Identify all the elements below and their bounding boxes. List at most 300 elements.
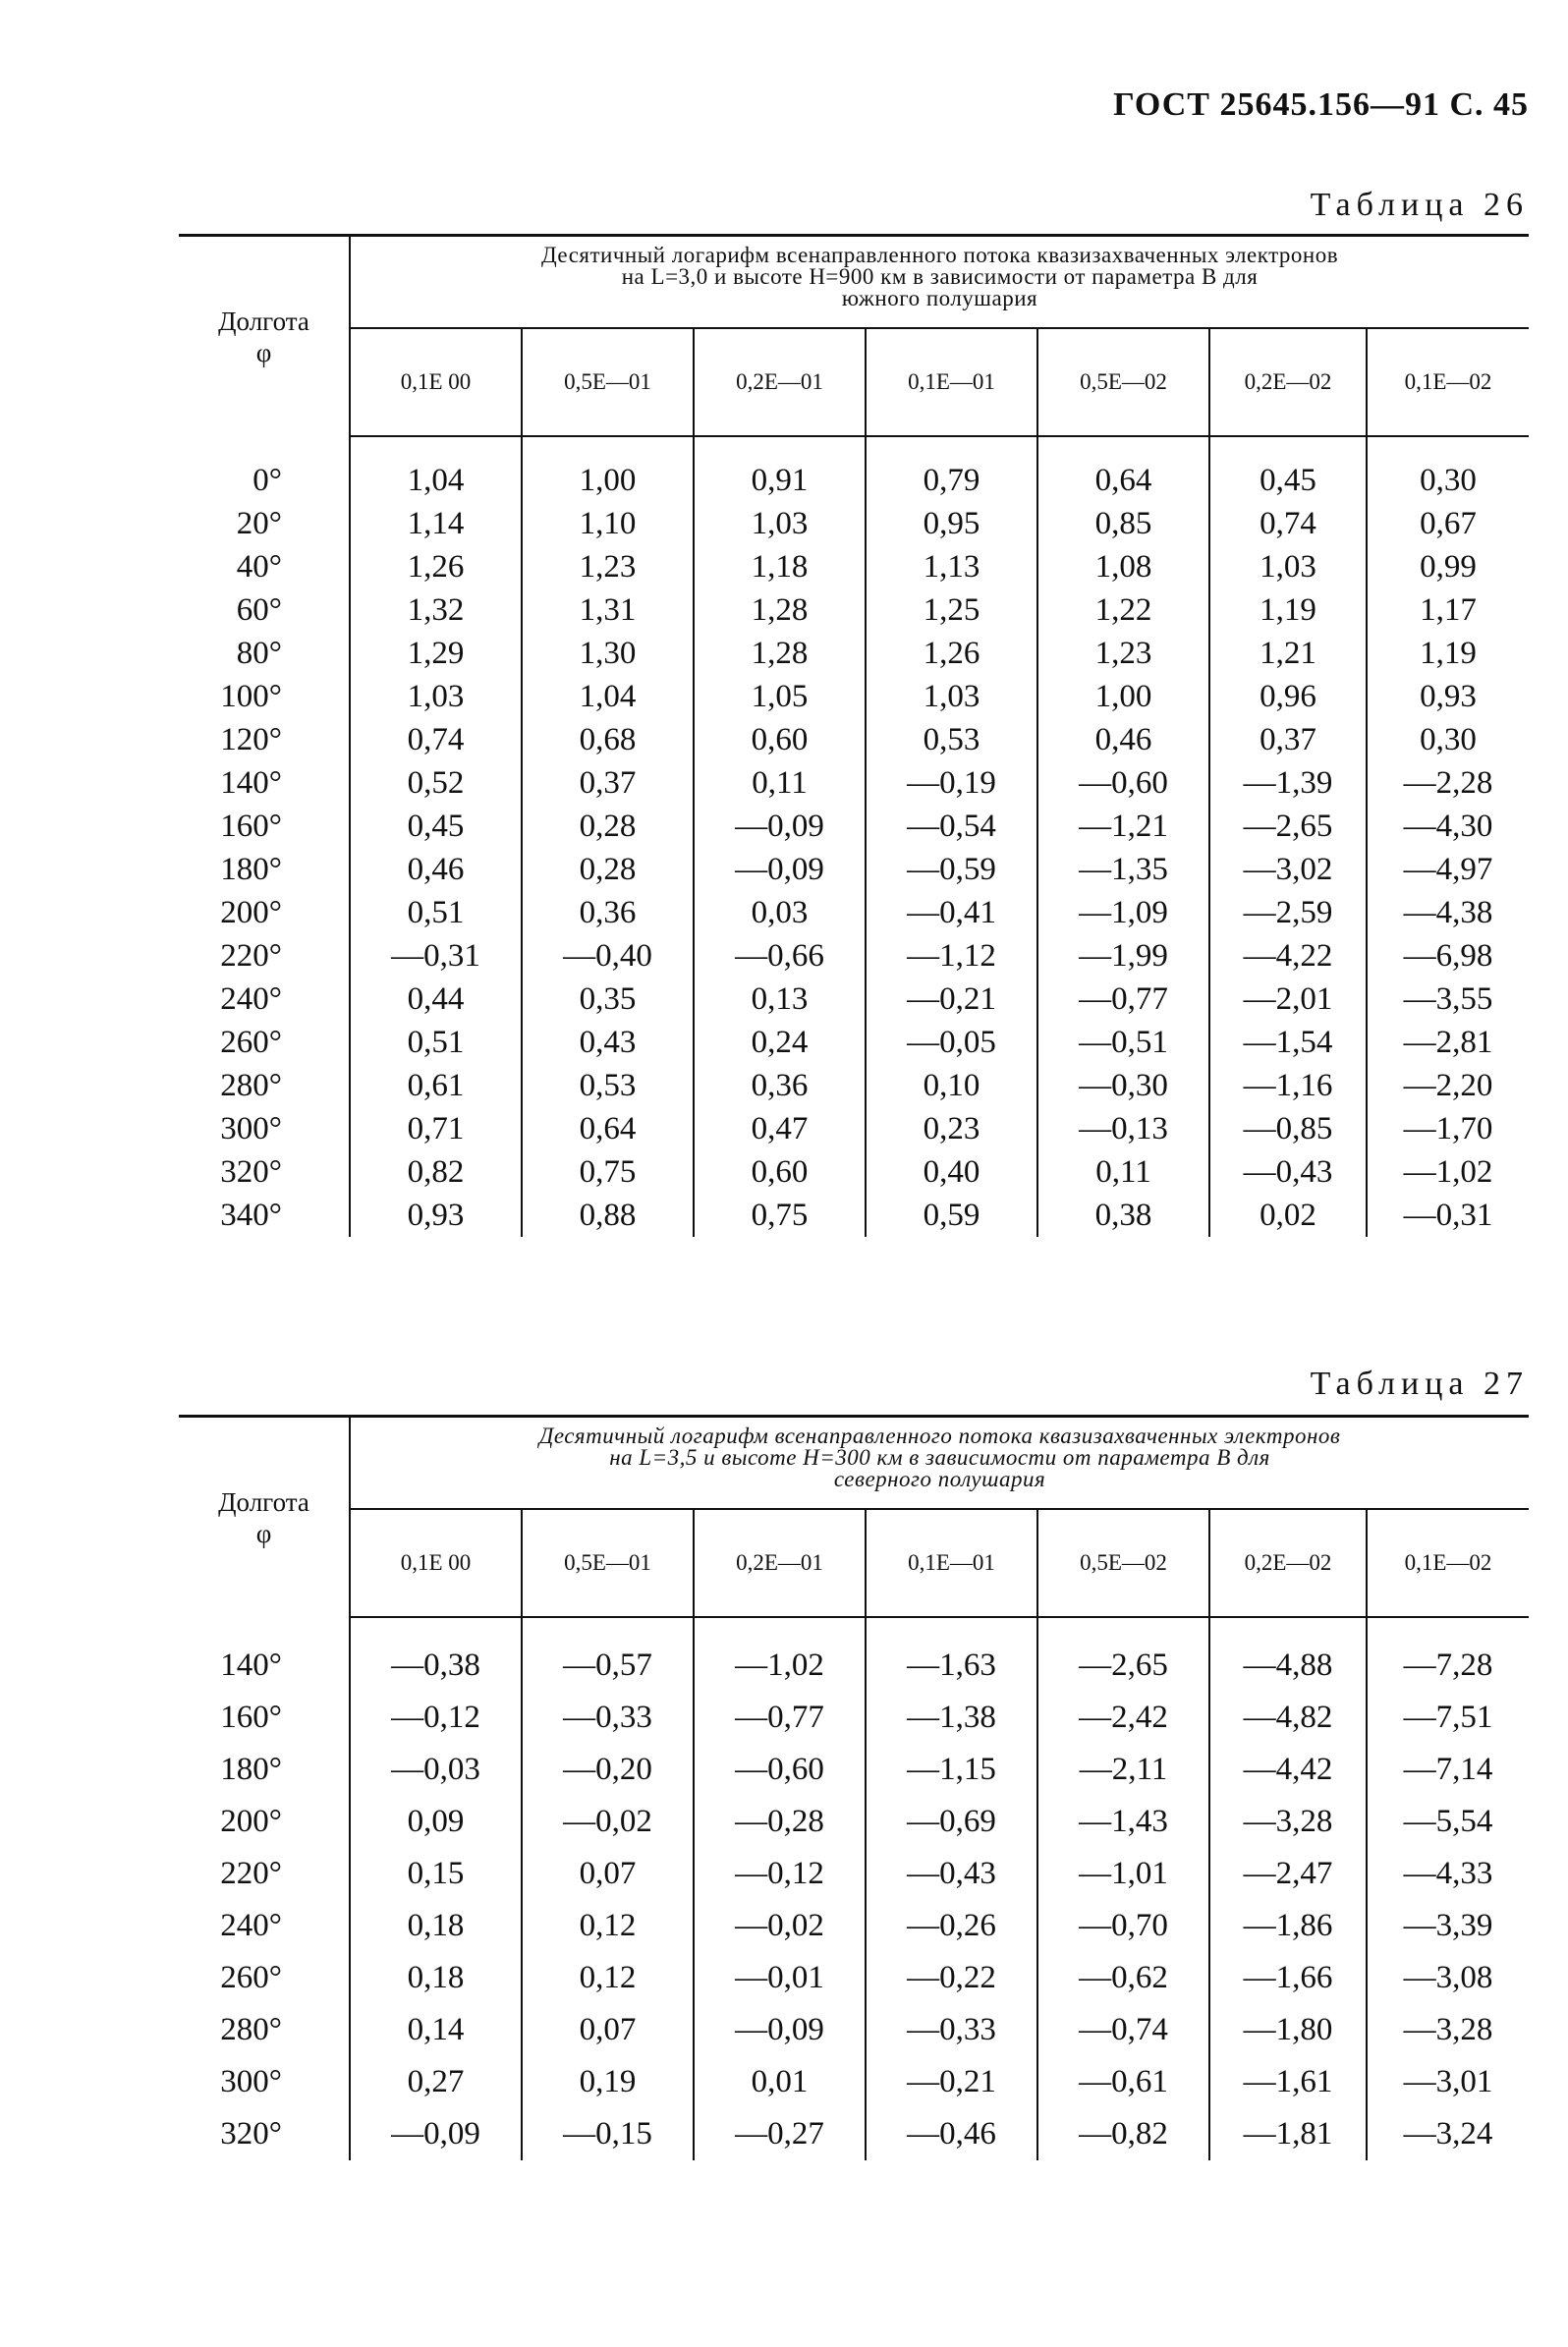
value-cell: 0,37 [522, 761, 694, 805]
value-cell: 1,18 [694, 545, 866, 588]
table-row [179, 2056, 1529, 2108]
longitude-cell: 40° [236, 548, 282, 585]
column-header: 0,5E—02 [1037, 1509, 1209, 1617]
value-cell: 0,99 [1367, 545, 1529, 588]
table-row [179, 1640, 1529, 1692]
value-cell: —0,77 [1037, 978, 1209, 1021]
value-cell: 0,88 [522, 1194, 694, 1237]
value-cell: 1,03 [866, 675, 1037, 718]
value-cell: —2,81 [1367, 1021, 1529, 1064]
value-cell: —0,46 [866, 2108, 1037, 2160]
longitude-cell: 300° [220, 1110, 282, 1146]
spacer-cell [1037, 436, 1209, 459]
value-cell: —0,27 [694, 2108, 866, 2160]
value-cell: 0,44 [350, 978, 522, 1021]
value-cell: 0,79 [866, 459, 1037, 502]
value-cell: —0,31 [1367, 1194, 1529, 1237]
data-table [179, 1415, 1529, 2160]
value-cell: —0,85 [1209, 1107, 1367, 1150]
value-cell: —3,28 [1367, 2004, 1529, 2056]
value-cell: 1,14 [350, 502, 522, 545]
value-cell: —0,31 [350, 934, 522, 978]
value-cell: 0,36 [522, 891, 694, 934]
longitude-cell: 140° [220, 764, 282, 801]
longitude-header-label: Долгота [218, 306, 309, 336]
table-row [179, 805, 1529, 848]
value-cell: 0,40 [866, 1150, 1037, 1194]
value-cell: 0,15 [350, 1848, 522, 1900]
value-cell: 0,27 [350, 2056, 522, 2108]
group-header-line: на L=3,0 и высоте H=900 км в зависимости от параметра B для [621, 264, 1259, 289]
value-cell: —4,22 [1209, 934, 1367, 978]
value-cell: 0,51 [350, 1021, 522, 1064]
group-header-line: Десятичный логарифм всенаправленного потока квазизахваченных электронов [538, 1424, 1341, 1448]
value-cell: 0,51 [350, 891, 522, 934]
spacer-cell [1367, 1617, 1529, 1640]
longitude-cell: 20° [236, 505, 282, 541]
value-cell: 1,28 [694, 632, 866, 675]
value-cell: —1,43 [1037, 1796, 1209, 1848]
column-header: 0,1E—01 [866, 1509, 1037, 1617]
value-cell: —0,15 [522, 2108, 694, 2160]
value-cell: 0,28 [522, 805, 694, 848]
longitude-cell: 260° [220, 1024, 282, 1060]
column-header: 0,1E—02 [1367, 328, 1529, 436]
value-cell: —0,09 [694, 805, 866, 848]
value-cell: —1,70 [1367, 1107, 1529, 1150]
value-cell: 0,38 [1037, 1194, 1209, 1237]
value-cell: —0,33 [866, 2004, 1037, 2056]
value-cell: 0,45 [1209, 459, 1367, 502]
value-cell: —4,42 [1209, 1744, 1367, 1796]
value-cell: —0,21 [866, 2056, 1037, 2108]
value-cell: —4,30 [1367, 805, 1529, 848]
column-header: 0,1E 00 [350, 1509, 522, 1617]
column-header: 0,2E—02 [1209, 328, 1367, 436]
spacer-row [179, 1617, 1529, 1640]
value-cell: 0,03 [694, 891, 866, 934]
value-cell: —1,99 [1037, 934, 1209, 978]
value-cell: —7,51 [1367, 1692, 1529, 1744]
group-header-line: Десятичный логарифм всенаправленного потока квазизахваченных электронов [540, 243, 1339, 267]
longitude-header-symbol: φ [255, 1518, 272, 1548]
table-row [179, 1952, 1529, 2004]
column-header: 0,2E—01 [694, 328, 866, 436]
table-row [179, 1021, 1529, 1064]
value-cell: 0,45 [350, 805, 522, 848]
value-cell: —1,15 [866, 1744, 1037, 1796]
group-header-line: на L=3,5 и высоте H=300 км в зависимости от параметра B для [609, 1445, 1270, 1470]
longitude-header [179, 236, 350, 437]
value-cell: —2,59 [1209, 891, 1367, 934]
column-group-header [350, 1417, 1529, 1510]
value-cell: —1,01 [1037, 1848, 1209, 1900]
value-cell: 0,85 [1037, 502, 1209, 545]
value-cell: 1,00 [1037, 675, 1209, 718]
spacer-cell [1037, 1617, 1209, 1640]
value-cell: 1,03 [1209, 545, 1367, 588]
table-grid [179, 234, 1529, 1237]
table-row [179, 718, 1529, 761]
value-cell: —0,09 [694, 848, 866, 891]
column-group-header [350, 236, 1529, 329]
value-cell: 0,53 [522, 1064, 694, 1107]
value-cell: 1,30 [522, 632, 694, 675]
column-header: 0,2E—02 [1209, 1509, 1367, 1617]
value-cell: 0,60 [694, 1150, 866, 1194]
column-header: 0,5E—01 [522, 328, 694, 436]
value-cell: —0,70 [1037, 1900, 1209, 1952]
value-cell: 0,30 [1367, 718, 1529, 761]
spacer-cell [1367, 436, 1529, 459]
value-cell: —0,02 [522, 1796, 694, 1848]
longitude-header-symbol: φ [255, 337, 272, 367]
column-header-row [179, 1509, 1529, 1617]
spacer-cell [1209, 1617, 1367, 1640]
longitude-cell: 180° [220, 851, 282, 887]
value-cell: 0,18 [350, 1900, 522, 1952]
value-cell: —1,66 [1209, 1952, 1367, 2004]
value-cell: —0,09 [694, 2004, 866, 2056]
value-cell: —7,28 [1367, 1640, 1529, 1692]
value-cell: 1,04 [350, 459, 522, 502]
longitude-cell: 160° [220, 808, 282, 844]
spacer-cell [866, 1617, 1037, 1640]
value-cell: 0,23 [866, 1107, 1037, 1150]
value-cell: —0,20 [522, 1744, 694, 1796]
value-cell: 1,31 [522, 588, 694, 632]
longitude-cell: 320° [220, 1153, 282, 1190]
value-cell: —0,82 [1037, 2108, 1209, 2160]
value-cell: —3,28 [1209, 1796, 1367, 1848]
value-cell: —0,62 [1037, 1952, 1209, 2004]
value-cell: —1,21 [1037, 805, 1209, 848]
value-cell: 0,53 [866, 718, 1037, 761]
value-cell: —0,40 [522, 934, 694, 978]
table-row [179, 1692, 1529, 1744]
value-cell: —0,21 [866, 978, 1037, 1021]
table-row [179, 545, 1529, 588]
value-cell: —2,20 [1367, 1064, 1529, 1107]
value-cell: 1,23 [522, 545, 694, 588]
value-cell: 1,22 [1037, 588, 1209, 632]
table-row [179, 459, 1529, 502]
longitude-cell: 280° [220, 2012, 282, 2047]
value-cell: 0,75 [694, 1194, 866, 1237]
value-cell: 0,74 [1209, 502, 1367, 545]
longitude-cell: 240° [220, 1908, 282, 1943]
table-row [179, 1744, 1529, 1796]
value-cell: —2,28 [1367, 761, 1529, 805]
value-cell: —2,65 [1209, 805, 1367, 848]
value-cell: —0,66 [694, 934, 866, 978]
table-row [179, 588, 1529, 632]
value-cell: 0,61 [350, 1064, 522, 1107]
value-cell: 0,11 [694, 761, 866, 805]
value-cell: 1,28 [694, 588, 866, 632]
value-cell: 0,93 [1367, 675, 1529, 718]
value-cell: —1,86 [1209, 1900, 1367, 1952]
value-cell: 0,18 [350, 1952, 522, 2004]
table-row [179, 1900, 1529, 1952]
value-cell: —0,41 [866, 891, 1037, 934]
column-header: 0,1E—02 [1367, 1509, 1529, 1617]
longitude-cell: 100° [220, 678, 282, 714]
value-cell: 0,95 [866, 502, 1037, 545]
value-cell: 0,35 [522, 978, 694, 1021]
value-cell: —0,09 [350, 2108, 522, 2160]
table-row [179, 1064, 1529, 1107]
value-cell: —2,42 [1037, 1692, 1209, 1744]
longitude-cell: 300° [220, 2064, 282, 2099]
table-caption: Таблица 26 [1310, 187, 1529, 223]
spacer-cell [694, 1617, 866, 1640]
spacer-cell [350, 436, 522, 459]
value-cell: —1,80 [1209, 2004, 1367, 2056]
value-cell: 1,03 [350, 675, 522, 718]
table-row [179, 934, 1529, 978]
spacer-cell [350, 1617, 522, 1640]
value-cell: 1,13 [866, 545, 1037, 588]
value-cell: —0,74 [1037, 2004, 1209, 2056]
value-cell: —0,26 [866, 1900, 1037, 1952]
value-cell: 0,01 [694, 2056, 866, 2108]
value-cell: —0,05 [866, 1021, 1037, 1064]
group-header-line: южного полушария [841, 286, 1038, 310]
value-cell: 0,64 [522, 1107, 694, 1150]
spacer-row [179, 436, 1529, 459]
longitude-cell: 180° [220, 1752, 282, 1787]
table-body [179, 436, 1529, 1237]
value-cell: 0,68 [522, 718, 694, 761]
value-cell: —1,02 [694, 1640, 866, 1692]
spacer-cell [522, 1617, 694, 1640]
table-row [179, 502, 1529, 545]
spacer-cell [866, 436, 1037, 459]
longitude-cell: 320° [220, 2116, 282, 2151]
group-header-line: северного полушария [833, 1467, 1046, 1491]
value-cell: —0,60 [694, 1744, 866, 1796]
value-cell: —3,08 [1367, 1952, 1529, 2004]
page-header: ГОСТ 25645.156—91 С. 45 [1113, 86, 1529, 123]
value-cell: —1,38 [866, 1692, 1037, 1744]
value-cell: —0,51 [1037, 1021, 1209, 1064]
value-cell: 0,46 [350, 848, 522, 891]
longitude-cell: 80° [236, 635, 282, 671]
value-cell: —6,98 [1367, 934, 1529, 978]
value-cell: 1,04 [522, 675, 694, 718]
value-cell: 0,74 [350, 718, 522, 761]
value-cell: —5,54 [1367, 1796, 1529, 1848]
value-cell: 1,17 [1367, 588, 1529, 632]
value-cell: —0,54 [866, 805, 1037, 848]
value-cell: —1,54 [1209, 1021, 1367, 1064]
value-cell: 0,46 [1037, 718, 1209, 761]
longitude-cell: 60° [236, 591, 282, 628]
value-cell: —0,13 [1037, 1107, 1209, 1150]
value-cell: 0,09 [350, 1796, 522, 1848]
spacer-cell [1209, 436, 1367, 459]
value-cell: 0,12 [522, 1900, 694, 1952]
value-cell: 1,10 [522, 502, 694, 545]
value-cell: 0,10 [866, 1064, 1037, 1107]
value-cell: 1,08 [1037, 545, 1209, 588]
value-cell: —1,39 [1209, 761, 1367, 805]
value-cell: 0,28 [522, 848, 694, 891]
value-cell: 0,36 [694, 1064, 866, 1107]
value-cell: —3,02 [1209, 848, 1367, 891]
longitude-cell: 120° [220, 721, 282, 757]
value-cell: —0,38 [350, 1640, 522, 1692]
table-row [179, 1107, 1529, 1150]
table-row [179, 761, 1529, 805]
table-row [179, 1796, 1529, 1848]
value-cell: 0,59 [866, 1194, 1037, 1237]
longitude-cell: 340° [220, 1197, 282, 1233]
table-body [179, 1617, 1529, 2160]
value-cell: 1,23 [1037, 632, 1209, 675]
longitude-cell: 260° [220, 1960, 282, 1995]
value-cell: 1,26 [350, 545, 522, 588]
value-cell: —0,77 [694, 1692, 866, 1744]
value-cell: —1,35 [1037, 848, 1209, 891]
value-cell: 0,13 [694, 978, 866, 1021]
table-row [179, 1194, 1529, 1237]
spacer-cell [179, 436, 350, 459]
longitude-cell: 220° [220, 937, 282, 974]
value-cell: 0,96 [1209, 675, 1367, 718]
value-cell: —1,16 [1209, 1064, 1367, 1107]
value-cell: —0,03 [350, 1744, 522, 1796]
value-cell: —0,12 [350, 1692, 522, 1744]
value-cell: 0,07 [522, 1848, 694, 1900]
value-cell: 0,07 [522, 2004, 694, 2056]
value-cell: —1,02 [1367, 1150, 1529, 1194]
value-cell: —0,57 [522, 1640, 694, 1692]
value-cell: —0,59 [866, 848, 1037, 891]
table-grid [179, 1415, 1529, 2160]
value-cell: —3,39 [1367, 1900, 1529, 1952]
longitude-cell: 160° [220, 1700, 282, 1735]
spacer-cell [522, 436, 694, 459]
value-cell: —2,11 [1037, 1744, 1209, 1796]
column-header: 0,5E—02 [1037, 328, 1209, 436]
value-cell: 0,19 [522, 2056, 694, 2108]
value-cell: —7,14 [1367, 1744, 1529, 1796]
value-cell: 1,21 [1209, 632, 1367, 675]
value-cell: 1,32 [350, 588, 522, 632]
value-cell: 0,02 [1209, 1194, 1367, 1237]
table-row [179, 1150, 1529, 1194]
table-row [179, 632, 1529, 675]
value-cell: —2,47 [1209, 1848, 1367, 1900]
value-cell: —1,81 [1209, 2108, 1367, 2160]
value-cell: 0,43 [522, 1021, 694, 1064]
value-cell: 0,67 [1367, 502, 1529, 545]
value-cell: —0,01 [694, 1952, 866, 2004]
value-cell: 1,19 [1367, 632, 1529, 675]
value-cell: —4,38 [1367, 891, 1529, 934]
value-cell: 0,60 [694, 718, 866, 761]
column-header: 0,1E—01 [866, 328, 1037, 436]
value-cell: —4,97 [1367, 848, 1529, 891]
value-cell: 1,05 [694, 675, 866, 718]
value-cell: —0,12 [694, 1848, 866, 1900]
spacer-cell [179, 1617, 350, 1640]
spacer-cell [694, 436, 866, 459]
column-header: 0,5E—01 [522, 1509, 694, 1617]
value-cell: —0,19 [866, 761, 1037, 805]
table-row [179, 2004, 1529, 2056]
value-cell: 0,24 [694, 1021, 866, 1064]
value-cell: 0,11 [1037, 1150, 1209, 1194]
column-header-row [179, 328, 1529, 436]
value-cell: 0,52 [350, 761, 522, 805]
value-cell: 1,19 [1209, 588, 1367, 632]
column-header: 0,2E—01 [694, 1509, 866, 1617]
value-cell: —1,63 [866, 1640, 1037, 1692]
longitude-header [179, 1417, 350, 1618]
longitude-cell: 200° [220, 894, 282, 930]
longitude-cell: 0° [252, 462, 282, 498]
value-cell: —1,12 [866, 934, 1037, 978]
value-cell: 1,25 [866, 588, 1037, 632]
value-cell: 0,93 [350, 1194, 522, 1237]
value-cell: —0,02 [694, 1900, 866, 1952]
value-cell: —4,82 [1209, 1692, 1367, 1744]
table-row [179, 891, 1529, 934]
table-row [179, 848, 1529, 891]
table-row [179, 2108, 1529, 2160]
value-cell: —0,30 [1037, 1064, 1209, 1107]
longitude-cell: 220° [220, 1856, 282, 1891]
value-cell: 0,30 [1367, 459, 1529, 502]
table-row [179, 675, 1529, 718]
value-cell: —0,61 [1037, 2056, 1209, 2108]
value-cell: —0,43 [1209, 1150, 1367, 1194]
value-cell: —3,55 [1367, 978, 1529, 1021]
value-cell: —3,24 [1367, 2108, 1529, 2160]
table-caption: Таблица 27 [1310, 1366, 1529, 1402]
value-cell: 0,64 [1037, 459, 1209, 502]
table-row [179, 978, 1529, 1021]
value-cell: 0,82 [350, 1150, 522, 1194]
value-cell: 0,91 [694, 459, 866, 502]
value-cell: 0,47 [694, 1107, 866, 1150]
value-cell: —3,01 [1367, 2056, 1529, 2108]
value-cell: 1,26 [866, 632, 1037, 675]
longitude-cell: 240° [220, 980, 282, 1017]
value-cell: 1,00 [522, 459, 694, 502]
value-cell: —2,01 [1209, 978, 1367, 1021]
value-cell: —0,28 [694, 1796, 866, 1848]
value-cell: —4,33 [1367, 1848, 1529, 1900]
value-cell: —0,60 [1037, 761, 1209, 805]
longitude-cell: 280° [220, 1067, 282, 1103]
value-cell: —4,88 [1209, 1640, 1367, 1692]
value-cell: 1,03 [694, 502, 866, 545]
value-cell: —1,09 [1037, 891, 1209, 934]
column-header: 0,1E 00 [350, 328, 522, 436]
table-row [179, 1848, 1529, 1900]
value-cell: 0,12 [522, 1952, 694, 2004]
value-cell: 0,75 [522, 1150, 694, 1194]
value-cell: —0,43 [866, 1848, 1037, 1900]
value-cell: 0,14 [350, 2004, 522, 2056]
data-table [179, 234, 1529, 1237]
value-cell: —0,22 [866, 1952, 1037, 2004]
value-cell: —0,69 [866, 1796, 1037, 1848]
